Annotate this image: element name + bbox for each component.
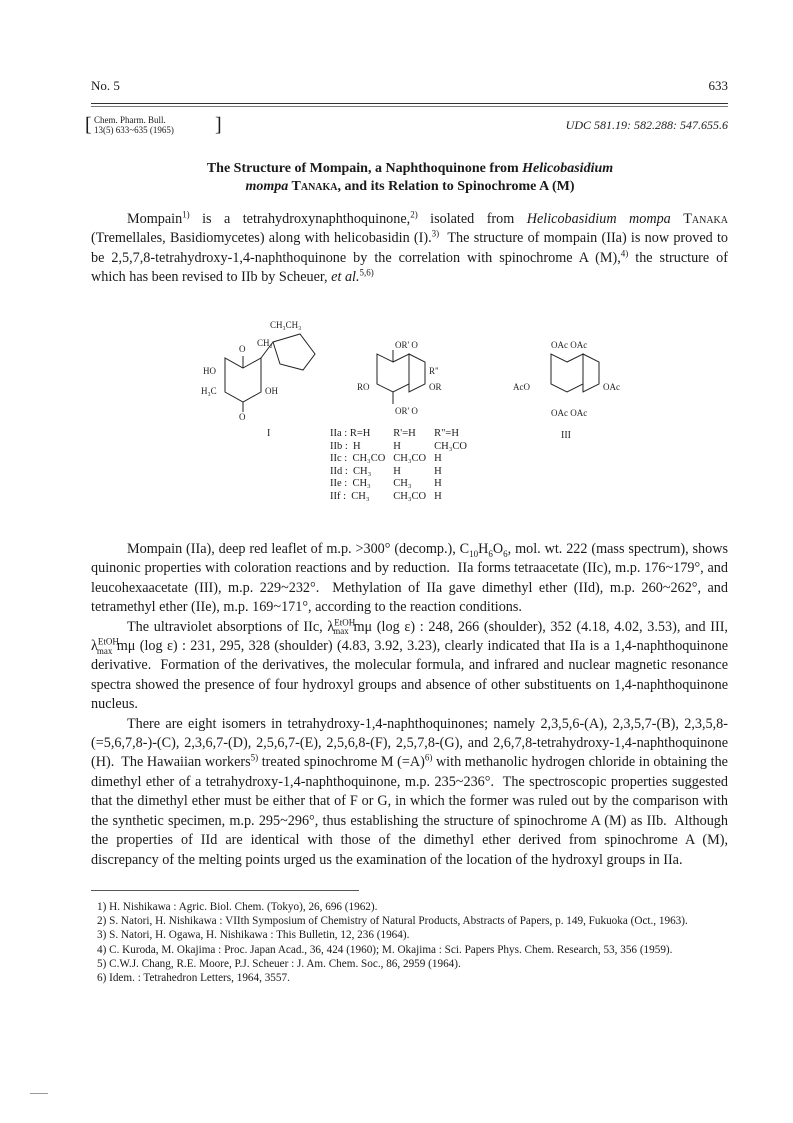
substituent-table — [330, 428, 475, 503]
table-cell: IIa : R=H — [330, 428, 371, 439]
journal-name: Chem. Pharm. Bull. — [94, 115, 166, 125]
structure-III — [551, 354, 599, 392]
structure-II — [377, 350, 425, 404]
header-rule-thin — [91, 106, 728, 107]
table-cell: IIb : — [330, 440, 348, 452]
table-cell: IIe : — [330, 478, 348, 489]
table-row — [330, 453, 475, 466]
title-species: mompa — [245, 179, 289, 194]
table-cell: H — [434, 453, 442, 464]
table-cell: H — [434, 478, 442, 489]
structure-I-o-bot: O — [239, 412, 246, 422]
structure-III-label: III — [561, 430, 571, 441]
table-cell: H — [434, 465, 442, 477]
header-rule — [91, 103, 728, 104]
udc-code: UDC 581.19: 582.288: 547.655.6 — [565, 118, 728, 132]
table-cell: CH₃CO — [393, 453, 427, 464]
structure-III-top: OAc OAc — [551, 340, 588, 350]
title-author: Tanaka — [288, 179, 338, 194]
footnote: 5) C.W.J. Chang, R.E. Moore, P.J. Scheuer : J. Am. Chem. Soc., 86, 2959 (1964). — [97, 957, 461, 970]
table-cell: H — [393, 440, 401, 452]
structure-III-aco: AcO — [513, 382, 530, 392]
structure-III-bot: OAc OAc — [551, 408, 588, 418]
structure-I-dimethyl: CH₃CH₃ — [270, 320, 302, 330]
journal-volume: 13(5) 633~635 (1965) — [94, 125, 174, 135]
structure-I-label: I — [267, 428, 271, 439]
table-cell: IId : — [330, 465, 348, 477]
page-number: 633 — [708, 78, 728, 93]
title-part2: , and its Relation to Spinochrome A (M) — [337, 179, 575, 194]
table-row — [330, 441, 475, 454]
footnote: 4) C. Kuroda, M. Okajima : Proc. Japan Acad., 36, 424 (1960); M. Okajima : Sci. Papers Phys. Chem. Research, 53, 356 (1959). — [97, 943, 673, 956]
table-row — [330, 428, 475, 441]
table-cell: IIf : — [330, 490, 347, 502]
footnote: 1) H. Nishikawa : Agric. Biol. Chem. (Tokyo), 26, 696 (1962). — [97, 901, 378, 913]
table-cell: CH₃ — [351, 490, 370, 502]
chemical-structures-figure — [195, 312, 655, 442]
table-cell: CH₃CO — [434, 440, 467, 452]
table-cell: H — [353, 440, 361, 452]
table-cell: R"=H — [434, 428, 459, 439]
structure-III-oac: OAc — [603, 382, 620, 392]
table-row — [330, 491, 475, 504]
structure-II-ro: RO — [357, 382, 370, 392]
table-cell: IIc : — [330, 453, 348, 464]
structure-I-h3c: H₃C — [201, 386, 217, 396]
table-cell: CH₃ — [393, 478, 412, 489]
table-cell: CH₃CO — [393, 490, 427, 502]
table-cell: H — [434, 490, 442, 502]
footnotes — [91, 900, 728, 985]
table-row — [330, 478, 475, 491]
title-genus: Helicobasidium — [522, 161, 614, 176]
footnote: 2) S. Natori, H. Nishikawa : VIIth Symposium of Chemistry of Natural Products, Abstracts of Papers, p. 149, Fukuoka (Oct., 1963). — [97, 915, 688, 928]
footnote: 3) S. Natori, H. Ogawa, H. Nishikawa : This Bulletin, 12, 236 (1964). — [97, 929, 410, 942]
footnote-rule — [91, 890, 359, 891]
footnote: 6) Idem. : Tetrahedron Letters, 1964, 3557. — [97, 972, 290, 985]
structure-I-oh: OH — [265, 386, 278, 396]
paragraph-body: Mompain (IIa), deep red leaflet of m.p. >300° (decomp.), $C_{10}H_6O_6$, mol. wt. 222 (mass spectrum), shows quinonic properties with coloration reactions and by reduction. IIa forms tetraacetate (IIc), m.p. 176~179°, and leucohexaacetate (III), m.p. 229~232°. Methylation of IIa gave dimethyl ether (IId), m.p. 260~262°, and tetramethyl ether (IIe), m.p. 169~171°, according to the reaction conditions. The ultraviolet absorptions of IIc, $\lambda^{EtOH}_{max}$ mμ (log ε) : 248, 266 (shoulder), 352 (4.18, 4.02, 3.53), and III, $\lambda^{EtOH}_{max}$ mμ (log ε) : 231, 295, 328 (shoulder) (4.83, 3.92, 3.23), clearly indicated that IIa is a 1,4-naphthoquinone derivative. Formation of the derivatives, the molecular formula, and infrared and nuclear magnetic resonance spectra showed the presence of four hydroxyl groups and absence of other substituents on 1,4-naphthoquinone nucleus. There are eight isomers in tetrahydroxy-1,4-naphthoquinones; namely 2,3,5,6-(A), 2,3,5,7-(B), 2,3,5,8-(=5,6,7,8-)-(C), 2,3,6,7-(D), 2,5,6,7-(E), 2,5,6,8-(F), 2,5,7,8-(G), and 2,6,7,8-tetrahydroxy-1,4-naphthoquinone (H). The Hawaiian workers$^{5)}$ treated spinochrome M (=A)$^{6)}$ with methanolic hydrogen chloride in obtaining the dimethyl ether of a tetrahydroxy-1,4-naphthoquinone, m.p. 235~236°. The spectroscopic properties suggested that the dimethyl ether must be either that of F or G, in which the former was ruled out by the comparison with the synthetic specimen, m.p. 295~296°, thus establishing the structure of spinochrome A (M) as IIb. Although the properties of IId are identical with those of the dimethyl ether derived from spinochrome A (M), discrepancy of the melting points urged us the examination of the location of the hydroxyl groups in IIa. — [91, 541, 728, 868]
structure-II-bot: OR' O — [395, 406, 418, 416]
structure-II-or: OR — [429, 382, 442, 392]
scan-mark — [30, 1093, 48, 1094]
table-cell: H — [393, 465, 401, 477]
issue-number: No. 5 — [91, 78, 120, 93]
table-cell: R'=H — [393, 428, 416, 439]
structure-I-ch2: CH₂ — [257, 338, 273, 348]
paragraph-intro: Mompain$^{1)}$ is a tetrahydroxynaphthoquinone,$^{2)}$ isolated from Helicobasidium mompa Tanaka (Tremellales, Basidiomycetes) along with helicobasidin (I).$^{3)}$ The structure of mompain (IIa) is now proved to be 2,5,7,8-tetrahydroxy-1,4-naphthoquinone by the correlation with spinochrome A (M),$^{4)}$ the structure of which has been revised to IIb by Scheuer, et al.$^{5,6)}$ — [91, 209, 729, 286]
table-cell: CH₃CO — [352, 453, 386, 464]
table-cell: CH₃ — [353, 465, 372, 477]
journal-citation: [ Chem. Pharm. Bull. 13(5) 633~635 (1965) ] — [85, 114, 222, 136]
table-cell: CH₃ — [352, 478, 371, 489]
structure-II-r2: R" — [429, 366, 439, 376]
title-part: The Structure of Mompain, a Naphthoquinone from — [206, 161, 523, 176]
paper-title — [110, 160, 710, 196]
structure-II-top: OR' O — [395, 340, 418, 350]
structure-I-o-top: O — [239, 344, 246, 354]
table-row — [330, 466, 475, 479]
structure-I-ho: HO — [203, 366, 216, 376]
